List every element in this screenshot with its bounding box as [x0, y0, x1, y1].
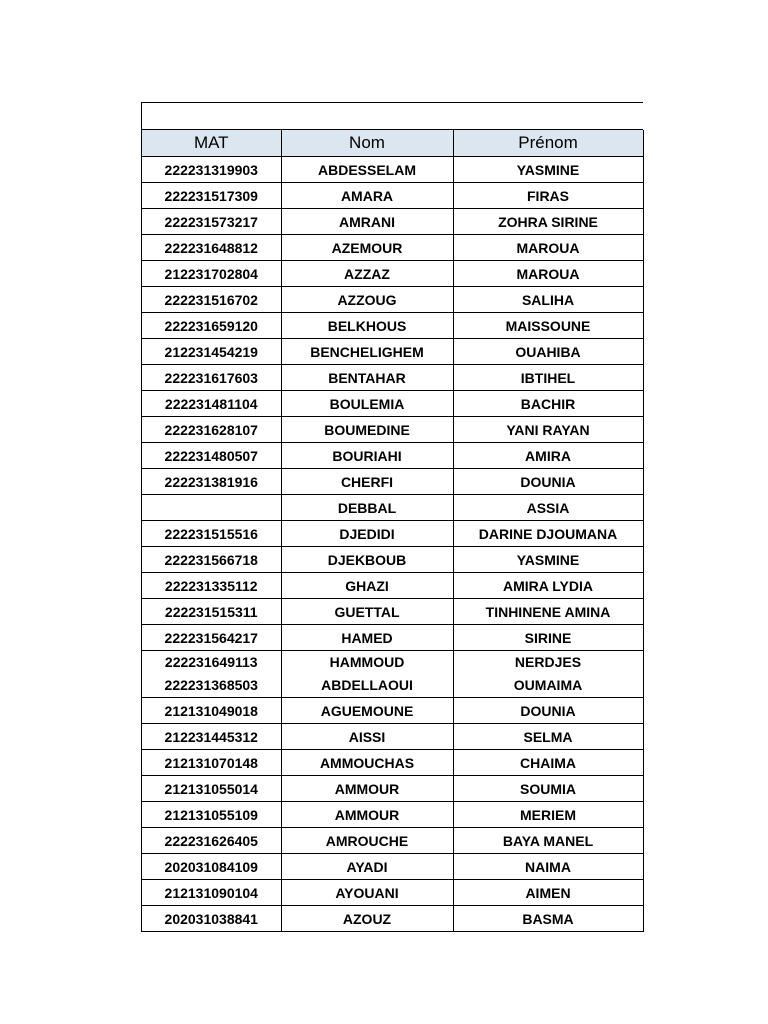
table-row	[142, 495, 643, 521]
cell-prenom: NAIMA	[453, 854, 643, 880]
student-list-sheet	[141, 102, 643, 932]
table-row	[142, 698, 643, 724]
cell-nom: BELKHOUS	[281, 313, 453, 339]
cell-nom: DEBBAL	[281, 495, 453, 521]
table-row	[142, 209, 643, 235]
header-prenom: Prénom	[453, 130, 643, 157]
cell-prenom: MERIEM	[453, 802, 643, 828]
cell-prenom: MAROUA	[453, 261, 643, 287]
cell-prenom: YASMINE	[453, 547, 643, 573]
cell-prenom: ZOHRA SIRINE	[453, 209, 643, 235]
cell-prenom: DOUNIA	[453, 469, 643, 495]
cell-mat: 222231515516	[142, 521, 281, 547]
table-row	[142, 651, 643, 673]
cell-nom: AMRANI	[281, 209, 453, 235]
cell-mat: 222231617603	[142, 365, 281, 391]
table-row	[142, 776, 643, 802]
cell-prenom: YASMINE	[453, 157, 643, 183]
cell-nom: AMARA	[281, 183, 453, 209]
cell-nom: BOUMEDINE	[281, 417, 453, 443]
cell-prenom: BACHIR	[453, 391, 643, 417]
cell-nom: AYADI	[281, 854, 453, 880]
table-row	[142, 261, 643, 287]
cell-mat: 202031084109	[142, 854, 281, 880]
cell-nom: BOULEMIA	[281, 391, 453, 417]
cell-nom: AZZAZ	[281, 261, 453, 287]
cell-prenom: DARINE DJOUMANA	[453, 521, 643, 547]
cell-prenom: DOUNIA	[453, 698, 643, 724]
table-row	[142, 599, 643, 625]
cell-prenom: AMIRA LYDIA	[453, 573, 643, 599]
cell-mat: 212131055109	[142, 802, 281, 828]
cell-prenom: YANI RAYAN	[453, 417, 643, 443]
table-row	[142, 750, 643, 776]
cell-nom: AMROUCHE	[281, 828, 453, 854]
cell-prenom: SALIHA	[453, 287, 643, 313]
blank-title-row	[142, 103, 643, 130]
cell-prenom: SIRINE	[453, 625, 643, 651]
table-row	[142, 365, 643, 391]
table-row	[142, 469, 643, 495]
table-row	[142, 573, 643, 599]
cell-prenom: NERDJES	[453, 651, 643, 673]
table-row	[142, 157, 643, 183]
cell-nom: DJEKBOUB	[281, 547, 453, 573]
table-row	[142, 183, 643, 209]
cell-mat: 222231649113	[142, 651, 281, 673]
table-row	[142, 854, 643, 880]
header-row	[142, 130, 643, 157]
cell-prenom: OUAHIBA	[453, 339, 643, 365]
table-row	[142, 391, 643, 417]
student-table	[142, 130, 644, 932]
cell-nom: AZEMOUR	[281, 235, 453, 261]
cell-nom: GUETTAL	[281, 599, 453, 625]
cell-prenom: ASSIA	[453, 495, 643, 521]
table-row	[142, 287, 643, 313]
table-row	[142, 235, 643, 261]
table-row	[142, 828, 643, 854]
cell-nom: AGUEMOUNE	[281, 698, 453, 724]
cell-prenom: OUMAIMA	[453, 672, 643, 698]
cell-nom: ABDESSELAM	[281, 157, 453, 183]
cell-mat: 202031038841	[142, 906, 281, 932]
cell-prenom: IBTIHEL	[453, 365, 643, 391]
cell-nom: GHAZI	[281, 573, 453, 599]
cell-nom: DJEDIDI	[281, 521, 453, 547]
table-row	[142, 417, 643, 443]
cell-nom: HAMMOUD	[281, 651, 453, 673]
cell-mat: 222231335112	[142, 573, 281, 599]
table-row	[142, 521, 643, 547]
cell-prenom: AIMEN	[453, 880, 643, 906]
cell-mat: 222231628107	[142, 417, 281, 443]
table-row	[142, 672, 643, 698]
cell-prenom: BASMA	[453, 906, 643, 932]
cell-nom: AZOUZ	[281, 906, 453, 932]
cell-mat: 222231319903	[142, 157, 281, 183]
cell-mat: 212131090104	[142, 880, 281, 906]
cell-nom: BENCHELIGHEM	[281, 339, 453, 365]
table-row	[142, 339, 643, 365]
table-row	[142, 802, 643, 828]
cell-mat: 212231454219	[142, 339, 281, 365]
cell-mat: 222231517309	[142, 183, 281, 209]
header-nom: Nom	[281, 130, 453, 157]
table-row	[142, 443, 643, 469]
cell-mat: 222231480507	[142, 443, 281, 469]
table-row	[142, 313, 643, 339]
cell-prenom: MAISSOUNE	[453, 313, 643, 339]
table-row	[142, 625, 643, 651]
cell-nom: HAMED	[281, 625, 453, 651]
cell-nom: BENTAHAR	[281, 365, 453, 391]
cell-mat: 222231481104	[142, 391, 281, 417]
cell-mat: 222231381916	[142, 469, 281, 495]
cell-nom: AMMOUR	[281, 776, 453, 802]
cell-prenom: FIRAS	[453, 183, 643, 209]
cell-mat: 222231516702	[142, 287, 281, 313]
cell-prenom: MAROUA	[453, 235, 643, 261]
header-mat: MAT	[142, 130, 281, 157]
cell-mat: 212131070148	[142, 750, 281, 776]
cell-prenom: SOUMIA	[453, 776, 643, 802]
cell-mat: 212131055014	[142, 776, 281, 802]
cell-nom: BOURIAHI	[281, 443, 453, 469]
table-row	[142, 547, 643, 573]
cell-mat: 222231573217	[142, 209, 281, 235]
cell-nom: CHERFI	[281, 469, 453, 495]
cell-mat: 222231659120	[142, 313, 281, 339]
cell-prenom: AMIRA	[453, 443, 643, 469]
cell-mat: 222231368503	[142, 672, 281, 698]
cell-mat: 222231564217	[142, 625, 281, 651]
table-row	[142, 906, 643, 932]
cell-mat: 212131049018	[142, 698, 281, 724]
cell-mat: 222231566718	[142, 547, 281, 573]
cell-prenom: BAYA MANEL	[453, 828, 643, 854]
cell-nom: AZZOUG	[281, 287, 453, 313]
table-row	[142, 724, 643, 750]
cell-mat: 222231648812	[142, 235, 281, 261]
cell-nom: AMMOUCHAS	[281, 750, 453, 776]
cell-nom: AMMOUR	[281, 802, 453, 828]
cell-mat: 222231515311	[142, 599, 281, 625]
cell-nom: AISSI	[281, 724, 453, 750]
cell-mat: 212231445312	[142, 724, 281, 750]
cell-mat: 212231702804	[142, 261, 281, 287]
cell-prenom: TINHINENE AMINA	[453, 599, 643, 625]
table-row	[142, 880, 643, 906]
cell-prenom: SELMA	[453, 724, 643, 750]
cell-mat	[142, 495, 281, 521]
table-body	[142, 157, 643, 932]
cell-prenom: CHAIMA	[453, 750, 643, 776]
cell-mat: 222231626405	[142, 828, 281, 854]
cell-nom: AYOUANI	[281, 880, 453, 906]
cell-nom: ABDELLAOUI	[281, 672, 453, 698]
